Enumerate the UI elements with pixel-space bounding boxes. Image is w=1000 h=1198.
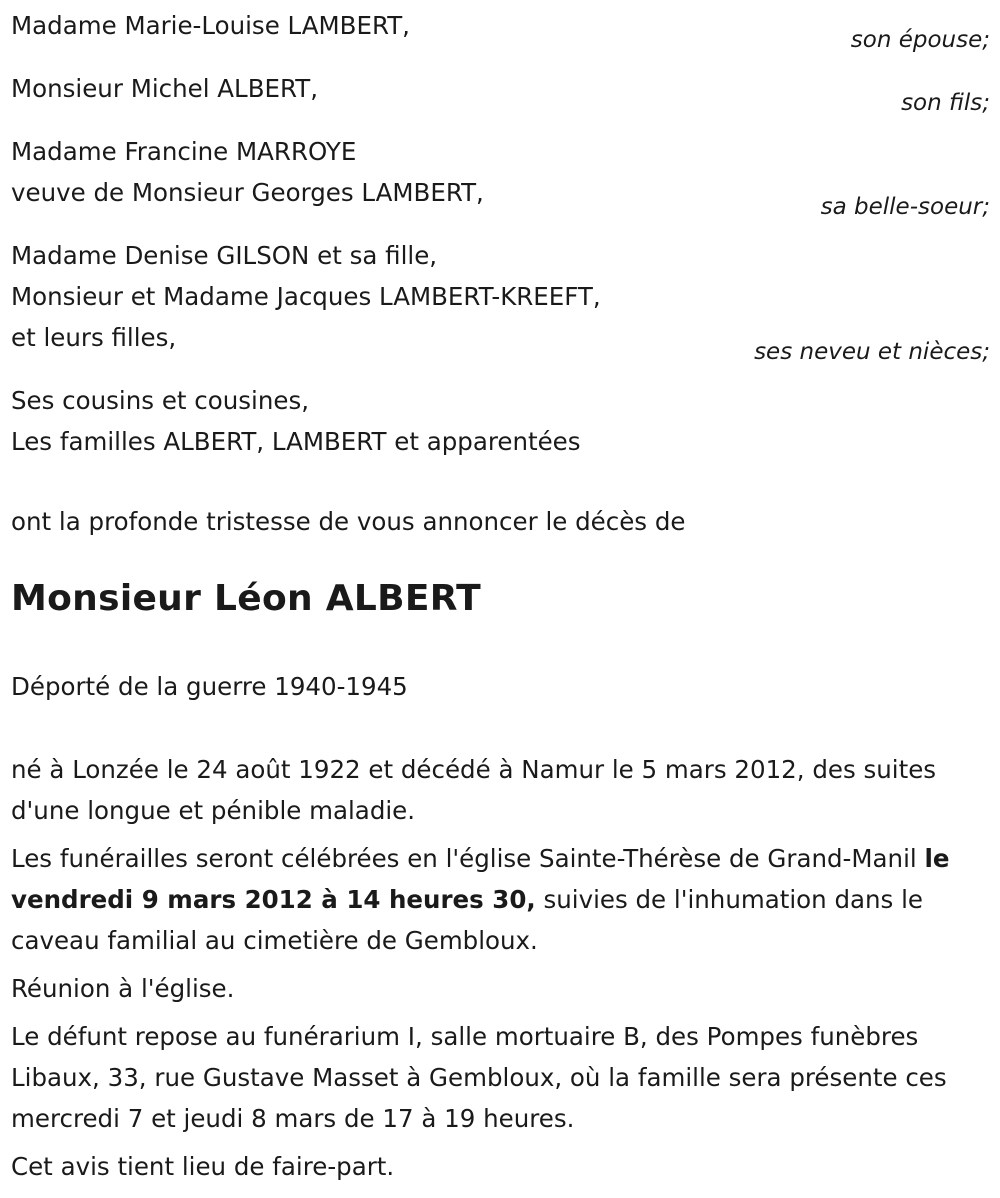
- family-member-line: Madame Denise GILSON et sa fille,: [11, 241, 438, 270]
- relation-label: son épouse;: [850, 27, 990, 53]
- family-member-line: Monsieur et Madame Jacques LAMBERT-KREEFT,: [11, 282, 601, 311]
- cousins-line: Ses cousins et cousines,: [11, 386, 309, 415]
- birth-death-paragraph: né à Lonzée le 24 août 1922 et décédé à Namur le 5 mars 2012, des suites d'une longue et pénible maladie.: [11, 755, 937, 825]
- relation-label: ses neveu et nièces;: [754, 339, 990, 365]
- family-group-sister-in-law: [11, 131, 990, 218]
- announcement-text: ont la profonde tristesse de vous annoncer le décès de: [11, 507, 686, 536]
- deceased-honor: Déporté de la guerre 1940-1945: [11, 672, 408, 701]
- family-group-son: [11, 68, 990, 114]
- family-member-line: Madame Marie-Louise LAMBERT,: [11, 11, 410, 40]
- meeting-paragraph: Réunion à l'église.: [11, 974, 235, 1003]
- family-member-line: Monsieur Michel ALBERT,: [11, 74, 318, 103]
- deceased-name: Monsieur Léon ALBERT: [11, 578, 482, 619]
- family-member-line: Madame Francine MARROYE: [11, 137, 357, 166]
- funeral-intro: Les funérailles seront célébrées en l'église Sainte-Thérèse de Grand-Manil: [11, 844, 925, 873]
- families-line: Les familles ALBERT, LAMBERT et apparentées: [11, 427, 581, 456]
- family-group-nephew-nieces: [11, 235, 990, 363]
- relation-label: sa belle-soeur;: [820, 194, 990, 220]
- family-member-line: veuve de Monsieur Georges LAMBERT,: [11, 178, 484, 207]
- funeral-outro: suivies de l'inhumation dans le caveau familial au cimetière de Gembloux.: [11, 885, 923, 955]
- notice-paragraph: Cet avis tient lieu de faire-part.: [11, 1152, 395, 1181]
- family-group-spouse: [11, 0, 990, 51]
- funeral-date: le vendredi 9 mars 2012 à 14 heures 30,: [11, 844, 950, 914]
- funeral-paragraph: [11, 838, 990, 961]
- relation-label: son fils;: [901, 90, 990, 116]
- family-group-cousins: [11, 380, 990, 462]
- repose-paragraph: Le défunt repose au funérarium I, salle mortuaire B, des Pompes funèbres Libaux, 33, rue Gustave Masset à Gembloux, où la famille sera présente ces mercredi 7 et jeudi 8 mars de 17 à 19 heures.: [11, 1022, 947, 1133]
- family-member-line: et leurs filles,: [11, 323, 177, 352]
